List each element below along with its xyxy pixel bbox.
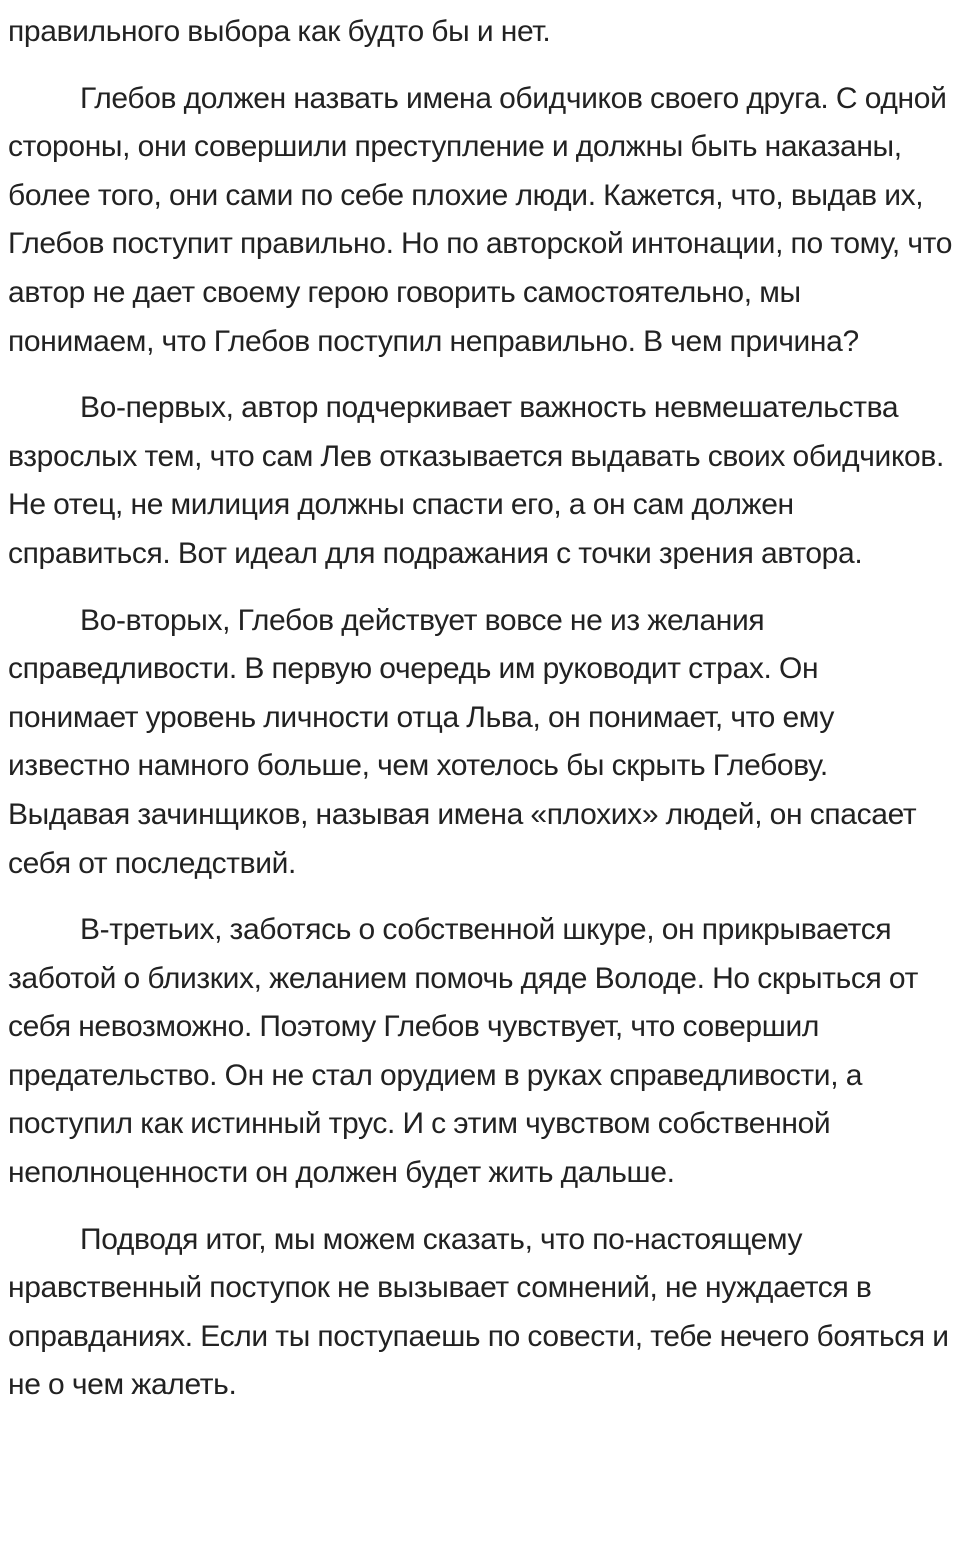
paragraph-firstly: Во-первых, автор подчеркивает важность невмешательства взрослых тем, что сам Лев отказывается выдавать своих обидчиков. Не отец, не милиция должны спасти его, а он сам должен справиться. Вот идеал для подражания с точки зрения автора. xyxy=(8,391,944,570)
paragraph-thirdly: В-третьих, заботясь о собственной шкуре, он прикрывается заботой о близких, желанием помочь дяде Володе. Но скрыться от себя невозможно. Поэтому Глебов чувствует, что совершил предательство. Он не стал орудием в руках справедливости, а поступил как истинный трус. И с этим чувством собственной неполноценности он должен будет жить дальше. xyxy=(8,913,918,1190)
paragraph-secondly: Во-вторых, Глебов действует вовсе не из желания справедливости. В первую очередь им руководит страх. Он понимает уровень личности отца Льва, он понимает, что ему известно намного больше, чем хотелось бы скрыть Глебову. Выдавая зачинщиков, называя имена «плохих» людей, он спасает себя от последствий. xyxy=(8,603,917,880)
paragraph-conclusion: Подводя итог, мы можем сказать, что по-настоящему нравственный поступок не вызывает сомнений, не нуждается в оправданиях. Если ты поступаешь по совести, тебе нечего бояться и не о чем жалеть. xyxy=(8,1222,949,1402)
document-body xyxy=(8,0,954,1410)
paragraph-glebov-choice: Глебов должен назвать имена обидчиков своего друга. С одной стороны, они совершили преступление и должны быть наказаны, более того, они сами по себе плохие люди. Кажется, что, выдав их, Глебов поступит правильно. Но по авторской интонации, по тому, что автор не дает своему герою говорить самостоятельно, мы понимаем, что Глебов поступил неправильно. В чем причина? xyxy=(8,81,953,358)
paragraph-continuation: правильного выбора как будто бы и нет. xyxy=(8,15,551,48)
